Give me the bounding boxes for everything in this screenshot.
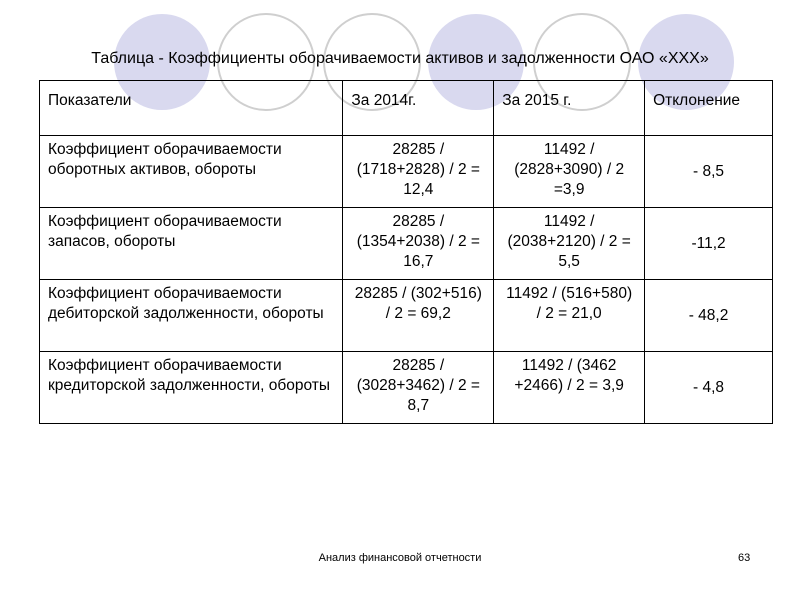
header-2014: За 2014г. — [343, 81, 494, 136]
value-2014-cell: 28285 / (3028+3462) / 2 = 8,7 — [343, 352, 494, 424]
indicator-cell: Коэффициент оборачиваемости дебиторской задолженности, обороты — [40, 280, 343, 352]
header-2015: За 2015 г. — [494, 81, 645, 136]
value-2015-cell: 11492 / (2828+3090) / 2 =3,9 — [494, 136, 645, 208]
footer-caption: Анализ финансовой отчетности — [318, 552, 482, 564]
header-indicator: Показатели — [40, 81, 343, 136]
deviation-cell: - 8,5 — [645, 136, 773, 208]
table-row — [40, 208, 773, 280]
value-2014-cell: 28285 / (1718+2828) / 2 = 12,4 — [343, 136, 494, 208]
value-2014-cell: 28285 / (1354+2038) / 2 = 16,7 — [343, 208, 494, 280]
turnover-table — [39, 80, 773, 424]
table-row — [40, 136, 773, 208]
indicator-cell: Коэффициент оборачиваемости запасов, обороты — [40, 208, 343, 280]
table-title: Таблица - Коэффициенты оборачиваемости активов и задолженности ОАО «ХХХ» — [91, 50, 709, 67]
table-row — [40, 280, 773, 352]
deviation-cell: -11,2 — [645, 208, 773, 280]
table-row — [40, 352, 773, 424]
deviation-cell: - 48,2 — [645, 280, 773, 352]
header-deviation: Отклонение — [645, 81, 773, 136]
indicator-cell: Коэффициент оборачиваемости оборотных активов, обороты — [40, 136, 343, 208]
indicator-cell: Коэффициент оборачиваемости кредиторской задолженности, обороты — [40, 352, 343, 424]
value-2015-cell: 11492 / (2038+2120) / 2 = 5,5 — [494, 208, 645, 280]
value-2015-cell: 11492 / (516+580) / 2 = 21,0 — [494, 280, 645, 352]
value-2014-cell: 28285 / (302+516) / 2 = 69,2 — [343, 280, 494, 352]
page-number: 63 — [738, 552, 751, 564]
table-header-row — [40, 81, 773, 136]
deviation-cell: - 4,8 — [645, 352, 773, 424]
value-2015-cell: 11492 / (3462 +2466) / 2 = 3,9 — [494, 352, 645, 424]
